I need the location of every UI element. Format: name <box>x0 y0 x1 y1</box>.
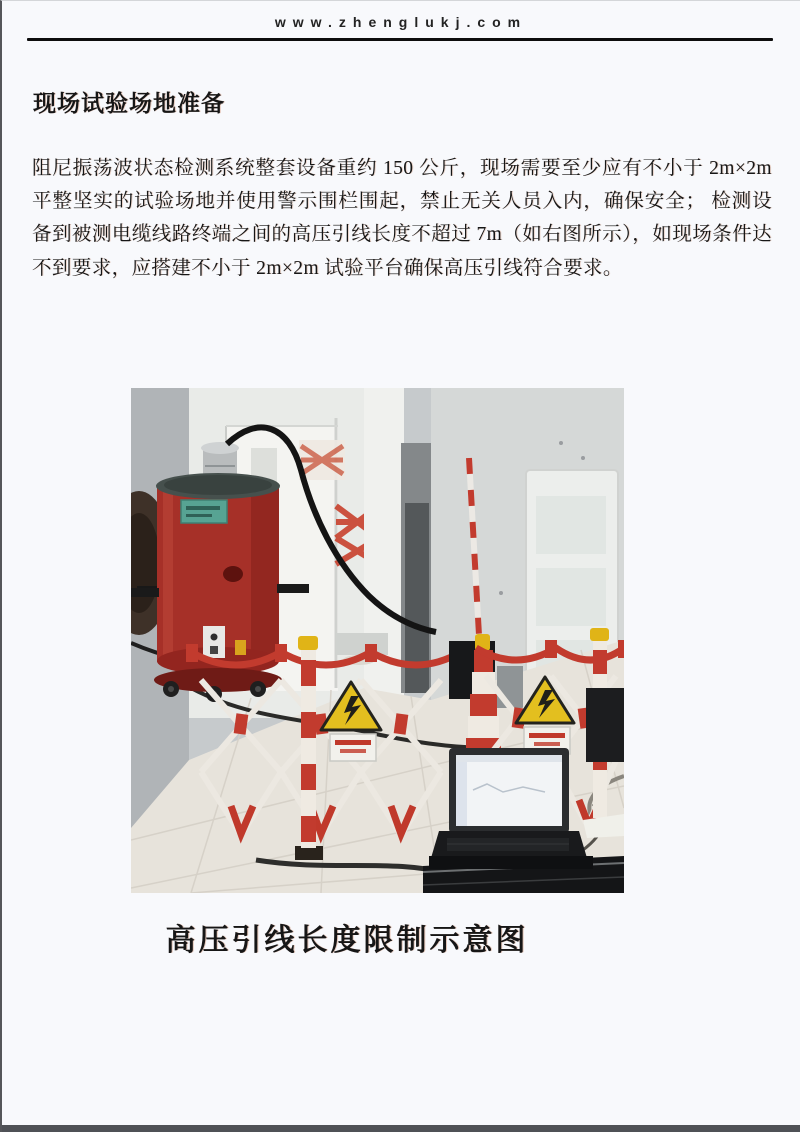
header-divider <box>27 38 773 41</box>
page-title: 现场试验场地准备 <box>33 91 225 117</box>
footer-bar <box>2 1125 800 1132</box>
laptop <box>429 748 593 869</box>
pedestal <box>336 633 388 655</box>
figure-caption: 高压引线长度限制示意图 <box>165 924 529 957</box>
website-url: www.zhenglukj.com <box>274 14 528 30</box>
body-paragraph: 阻尼振荡波状态检测系统整套设备重约 150 公斤，现场需要至少应有不小于 2m×2m 平整坚实的试验场地并使用警示围栏围起，禁止无关人员入内，确保安全； 检测设备到被测电缆线路终端之间的高压引线长度不超过 7m（如右图所示），如现场条件达不到要求，应搭建不小于 2m×2m 试验平台确保高压引线符合要求。 <box>32 157 772 279</box>
site-photo <box>131 388 624 893</box>
device-label-plate <box>181 500 227 523</box>
site-photo-illustration <box>131 388 624 893</box>
